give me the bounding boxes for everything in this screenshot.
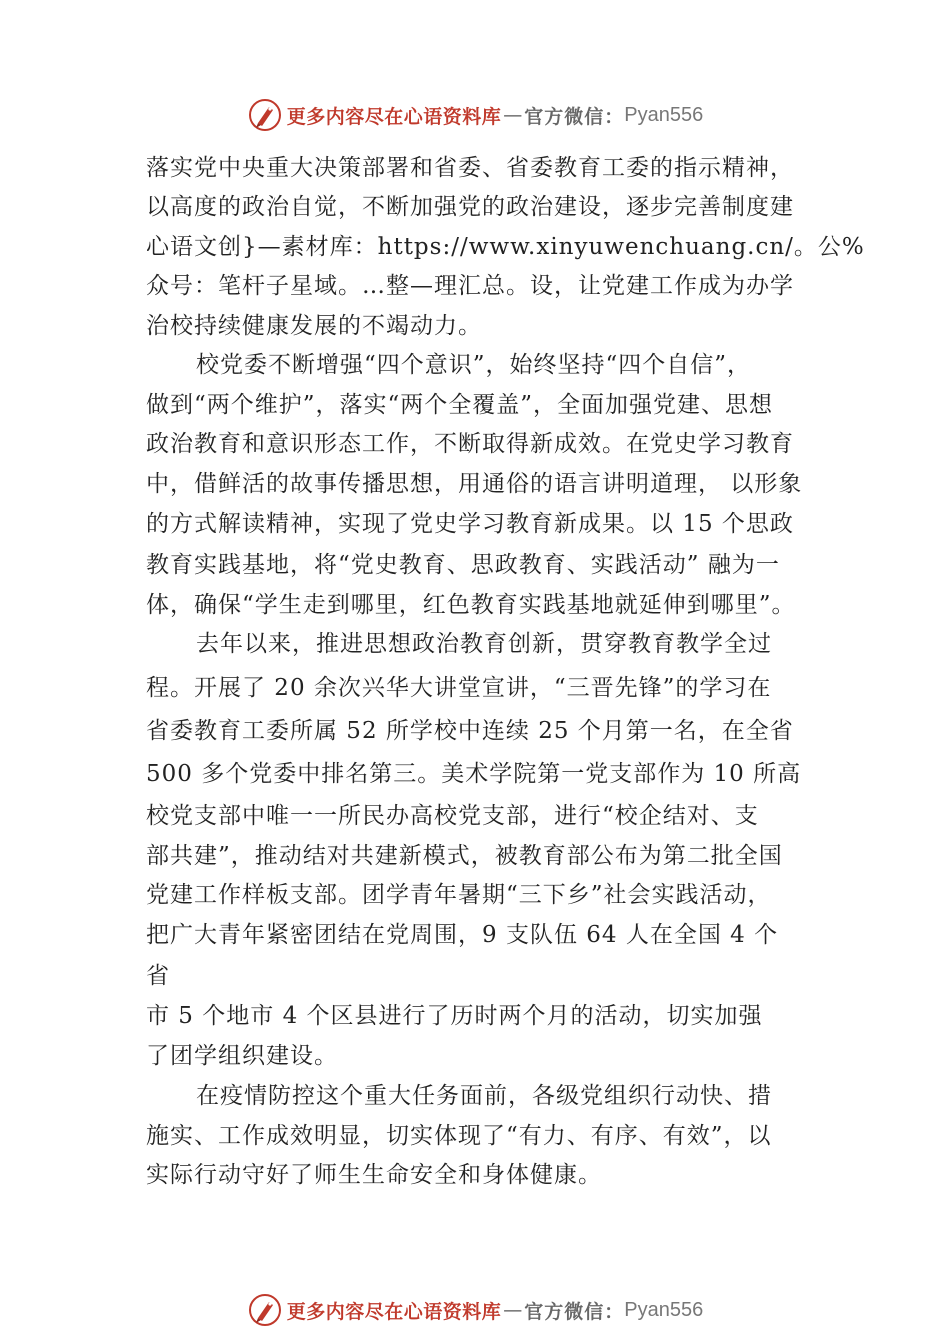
text-line: 施实、工作成效明显，切实体现了“有力、有序、有效”，以 (146, 1123, 772, 1149)
banner-main-text: 更多内容尽在心语资料库 (286, 105, 502, 128)
banner-wechat-label: 官方微信： (524, 105, 625, 128)
text-line: 党建工作样板支部。团学青年暑期“三下乡”社会实践活动， (146, 882, 772, 908)
text-line: 以高度的政治自觉，不断加强党的政治建设，逐步完善制度建 (146, 194, 794, 220)
banner-wechat-label: 官方微信： (524, 1300, 625, 1323)
text-line: 实际行动守好了师生生命安全和身体健康。 (146, 1162, 602, 1188)
text-line: 中，借鲜活的故事传播思想，用通俗的语言讲明道理， 以形象 (146, 471, 803, 497)
text-line: 的方式解读精神，实现了党史学习教育新成果。以 15 个思政 (146, 511, 794, 537)
text-line: 省委教育工委所属 52 所学校中连续 25 个月第一名，在全省 (146, 718, 794, 744)
text-line: 在疫情防控这个重大任务面前，各级党组织行动快、措 (196, 1083, 772, 1109)
text-line: 政治教育和意识形态工作，不断取得新成效。在党史学习教育 (146, 431, 794, 457)
pen-nib-logo-icon (247, 1292, 283, 1328)
text-line: 体，确保“学生走到哪里，红色教育实践基地就延伸到哪里”。 (146, 592, 796, 618)
text-line: 众号：笔杆子星域。…整—理汇总。设，让党建工作成为办学 (146, 273, 794, 299)
text-line: 校党支部中唯一一所民办高校党支部，进行“校企结对、支 (146, 803, 759, 829)
banner-wechat-id: Pyan556 (624, 103, 704, 126)
text-line: 去年以来，推进思想政治教育创新，贯穿教育教学全过 (196, 631, 772, 657)
text-line: 程。开展了 20 余次兴华大讲堂宣讲，“三晋先锋”的学习在 (146, 675, 772, 701)
text-line: 省 (146, 963, 170, 989)
text-line: 部共建”，推动结对共建新模式，被教育部公布为第二批全国 (146, 843, 783, 869)
text-line: 校党委不断增强“四个意识”，始终坚持“四个自信”， (196, 352, 752, 378)
text-line: 市 5 个地市 4 个区县进行了历时两个月的活动，切实加强 (146, 1003, 763, 1029)
footer-banner (0, 1290, 950, 1330)
text-line: 了团学组织建设。 (146, 1043, 338, 1069)
text-line: 治校持续健康发展的不竭动力。 (146, 313, 482, 339)
banner-separator: — (503, 104, 523, 126)
text-line: 教育实践基地，将“党史教育、思政教育、实践活动” 融为一 (146, 552, 780, 578)
banner-separator: — (503, 1299, 523, 1321)
banner-wechat-id: Pyan556 (624, 1298, 704, 1321)
text-line: 500 多个党委中排名第三。美术学院第一党支部作为 10 所高 (146, 761, 802, 787)
text-line: 把广大青年紧密团结在党周围，9 支队伍 64 人在全国 4 个 (146, 922, 779, 948)
banner-main-text: 更多内容尽在心语资料库 (286, 1300, 502, 1323)
text-line: 做到“两个维护”，落实“两个全覆盖”，全面加强党建、思想 (146, 392, 774, 418)
text-line: 心语文创}—素材库：https://www.xinyuwenchuang.cn/。公% (146, 234, 865, 260)
text-line: 落实党中央重大决策部署和省委、省委教育工委的指示精神， (146, 155, 794, 181)
